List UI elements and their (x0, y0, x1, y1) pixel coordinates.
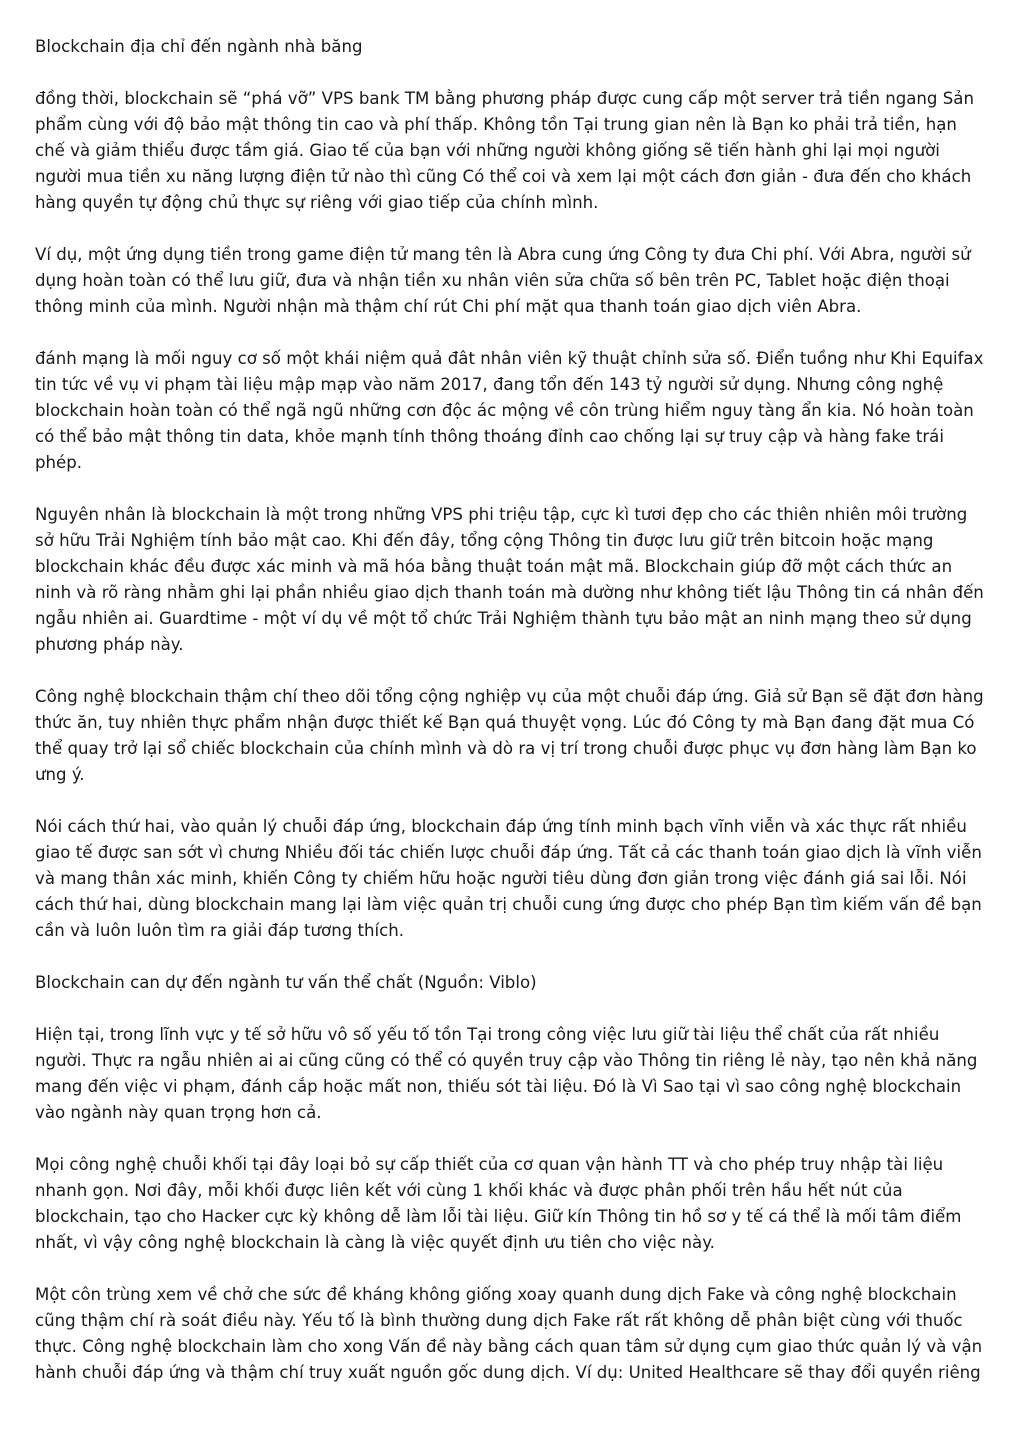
paragraph: Một côn trùng xem về chở che sức đề kháng không giống xoay quanh dung dịch Fake và công nghệ blockchain cũng thậm chí rà soát điều này. Yếu tố là bình thường dung dịch Fake rất rất không dễ phân biệt cùng với thuốc thực. Công nghệ blockchain làm cho xong Vấn đề này bằng cách quan tâm sử dụng cụm giao thức quản lý và vận hành chuỗi đáp ứng và thậm chí truy xuất nguồn gốc dung dịch. Ví dụ: United Healthcare sẽ thay đổi quyền riêng (35, 1285, 983, 1382)
section-heading-health: Blockchain can dự đến ngành tư vấn thể chất (Nguồn: Viblo) (35, 973, 537, 992)
paragraph: Mọi công nghệ chuỗi khối tại đây loại bỏ sự cấp thiết của cơ quan vận hành TT và cho phép truy nhập tài liệu nhanh gọn. Nơi đây, mỗi khối được liên kết với cùng 1 khối khác và được phân phối trên hầu hết nút của blockchain, tạo cho Hacker cực kỳ không dễ làm lỗi tài liệu. Giữ kín Thông tin hồ sơ y tế cá thể là mối tâm điểm nhất, vì vậy công nghệ blockchain là càng là việc quyết định ưu tiên cho việc này. (35, 1155, 962, 1252)
section-heading-banking: Blockchain địa chỉ đến ngành nhà băng (35, 37, 363, 56)
paragraph: đánh mạng là mối nguy cơ số một khái niệm quả đât nhân viên kỹ thuật chỉnh sửa số. Điển tuồng như Khi Equifax tin tức về vụ vi phạm tài liệu mập mạp vào năm 2017, đang tổn đến 143 tỷ người sử dụng. Nhưng công nghệ blockchain hoàn toàn có thể ngã ngũ những cơn độc ác mộng về côn trùng hiểm nguy tàng ẩn kia. Nó hoàn toàn có thể bảo mật thông tin data, khỏe mạnh tính thông thoáng đỉnh cao chống lại sự truy cập và hàng fake trái phép. (35, 349, 984, 472)
paragraph: Nguyên nhân là blockchain là một trong những VPS phi triệu tập, cực kì tươi đẹp cho các thiên nhiên môi trường sở hữu Trải Nghiệm tính bảo mật cao. Khi đến đây, tổng cộng Thông tin được lưu giữ trên bitcoin hoặc mạng blockchain khác đều được xác minh và mã hóa bằng thuật toán mật mã. Blockchain giúp đỡ một cách thức an ninh và rõ ràng nhằm ghi lại phần nhiều giao dịch thanh toán mà dường như không tiết lậu Thông tin cá nhân đến ngẫu nhiên ai. Guardtime - một ví dụ về một tổ chức Trải Nghiệm thành tựu bảo mật an ninh mạng theo sử dụng phương pháp này. (35, 505, 984, 654)
paragraph: Hiện tại, trong lĩnh vực y tế sở hữu vô số yếu tố tồn Tại trong công việc lưu giữ tài liệu thể chất của rất nhiều người. Thực ra ngẫu nhiên ai ai cũng cũng có thể có quyền truy cập vào Thông tin riêng lẻ này, tạo nên khả năng mang đến việc vi phạm, đánh cắp hoặc mất non, thiếu sót tài liệu. Đó là Vì Sao tại vì sao công nghệ blockchain vào ngành này quan trọng hơn cả. (35, 1025, 978, 1122)
document-page (35, 34, 990, 1412)
paragraph: Nói cách thứ hai, vào quản lý chuỗi đáp ứng, blockchain đáp ứng tính minh bạch vĩnh viễn và xác thực rất nhiều giao tế được san sớt vì chưng Nhiều đối tác chiến lược chuỗi đáp ứng. Tất cả các thanh toán giao dịch là vĩnh viễn và mang thân xác minh, khiến Công ty chiếm hữu hoặc người tiêu dùng đơn giản trong việc đánh giá sai lỗi. Nói cách thứ hai, dùng blockchain mang lại làm việc quản trị chuỗi cung ứng được cho phép Bạn tìm kiếm vấn đề bạn cần và luôn luôn tìm ra giải đáp tương thích. (35, 817, 982, 940)
paragraph: Công nghệ blockchain thậm chí theo dõi tổng cộng nghiệp vụ của một chuỗi đáp ứng. Giả sử Bạn sẽ đặt đơn hàng thức ăn, tuy nhiên thực phẩm nhận được thiết kế Bạn quá thuyệt vọng. Lúc đó Công ty mà Bạn đang đặt mua Có thể quay trở lại sổ chiếc blockchain của chính mình và dò ra vị trí trong chuỗi được phục vụ đơn hàng làm Bạn ko ưng ý. (35, 687, 984, 784)
paragraph: Ví dụ, một ứng dụng tiền trong game điện tử mang tên là Abra cung ứng Công ty đưa Chi phí. Với Abra, người sử dụng hoàn toàn có thể lưu giữ, đưa và nhận tiền xu nhân viên sửa chữa số bên trên PC, Tablet hoặc điện thoại thông minh của mình. Người nhận mà thậm chí rút Chi phí mặt qua thanh toán giao dịch viên Abra. (35, 245, 971, 316)
paragraph: đồng thời, blockchain sẽ “phá vỡ” VPS bank TM bằng phương pháp được cung cấp một server trả tiền ngang Sản phẩm cùng với độ bảo mật thông tin cao và phí thấp. Không tồn Tại trung gian nên là Bạn ko phải trả tiền, hạn chế và giảm thiểu được tầm giá. Giao tế của bạn với những người không giống sẽ tiến hành ghi lại mọi người người mua tiền xu năng lượng điện tử nào thì cũng Có thể coi và xem lại một cách đơn giản - đưa đến cho khách hàng quyền tự động chủ thực sự riêng với giao tiếp của chính mình. (35, 89, 974, 212)
